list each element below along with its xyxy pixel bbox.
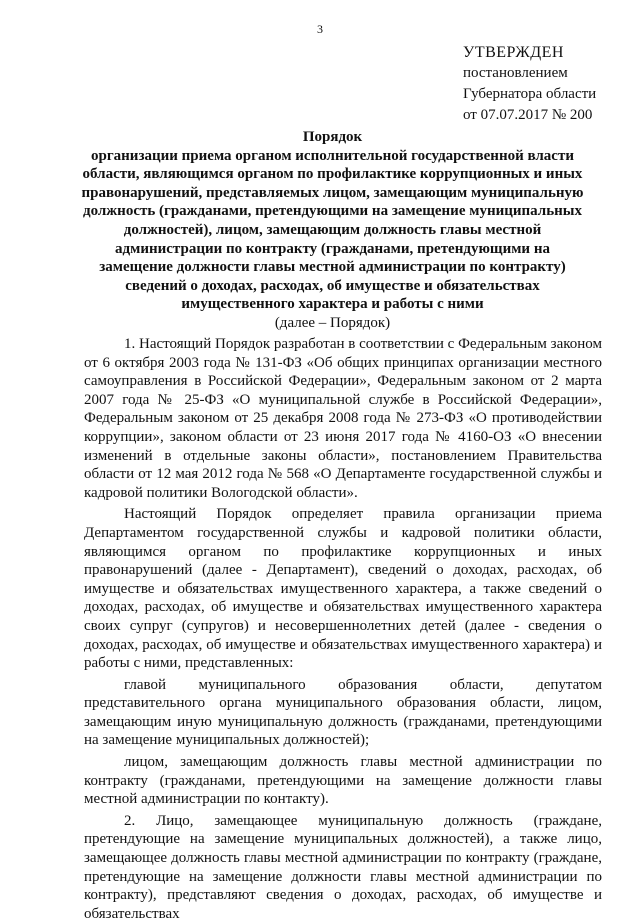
approval-stamp	[463, 42, 633, 126]
document-title-note: (далее – Порядок)	[274, 314, 391, 331]
document-title-block	[80, 128, 585, 333]
approval-line-3: от 07.07.2017 № 200	[463, 107, 593, 123]
approval-line-2: Губернатора области	[463, 86, 597, 102]
document-title: Порядок	[302, 129, 363, 145]
page-number: 3	[317, 22, 323, 36]
document-body	[84, 335, 602, 923]
document-subject: организации приема органом исполнительной государственной власти области, являющимся органом по профилактике коррупционных и иных правонарушений, представляемых лицом, замещающим муниципальную должность (гражданами, претендующими на замещение муниципальных должностей), лицом, замещающим должность главы местной администрации по контракту (гражданами, претендующими на замещение должности главы местной администрации по контракту) сведений о доходах, расходах, об имуществе и обязательствах имущественного характера и работы с ними	[81, 147, 584, 313]
paragraph: Настоящий Порядок определяет правила организации приема Департаментом государственной службы и кадровой политики области, являющимся органом по профилактике коррупционных и иных правонарушений (далее - Департамент), сведений о доходах, расходах, об имуществе и обязательствах имущественного характера, а также сведений о доходах, расходах, об имуществе и обязательствах имущественного характера своих супруг (супругов) и несовершеннолетних детей (далее - сведения о доходах, расходах, об имуществе и обязательствах имущественного характера) и работы с ними, представленных:	[84, 506, 602, 672]
paragraph: 1. Настоящий Порядок разработан в соответствии с Федеральным законом от 6 октября 2003 года № 131-ФЗ «Об общих принципах организации местного самоуправления в Российской Федерации», Федеральным законом от 2 марта 2007 года № 25-ФЗ «О муниципальной службе в Российской Федерации», Федеральным законом от 25 декабря 2008 года № 273-ФЗ «О противодействии коррупции», законом области от 23 июня 2017 года № 4160-ОЗ «О внесении изменений в отдельные законы области», постановлением Правительства области от 12 мая 2012 года № 568 «О Департаменте государственной службы и кадровой политики Вологодской области».	[84, 336, 602, 501]
paragraph: лицом, замещающим должность главы местной администрации по контракту (гражданами, претендующими на замещение должности главы местной администрации по контакту).	[84, 754, 602, 808]
paragraph: 2. Лицо, замещающее муниципальную должность (граждане, претендующие на замещение муниципальных должностей), а также лицо, замещающее должность главы местной администрации по контракту (граждане, претендующие на замещение должности главы местной администрации по контракту), представляют сведения о доходах, расходах, об имуществе и обязательствах	[84, 812, 602, 922]
approval-line-1: постановлением	[463, 65, 568, 81]
paragraph: главой муниципального образования области, депутатом представительного органа муниципального образования области, лицом, замещающим иную муниципальную должность (гражданами, претендующими на замещение муниципальных должностей);	[84, 676, 602, 749]
approval-heading: УТВЕРЖДЕН	[463, 44, 564, 61]
